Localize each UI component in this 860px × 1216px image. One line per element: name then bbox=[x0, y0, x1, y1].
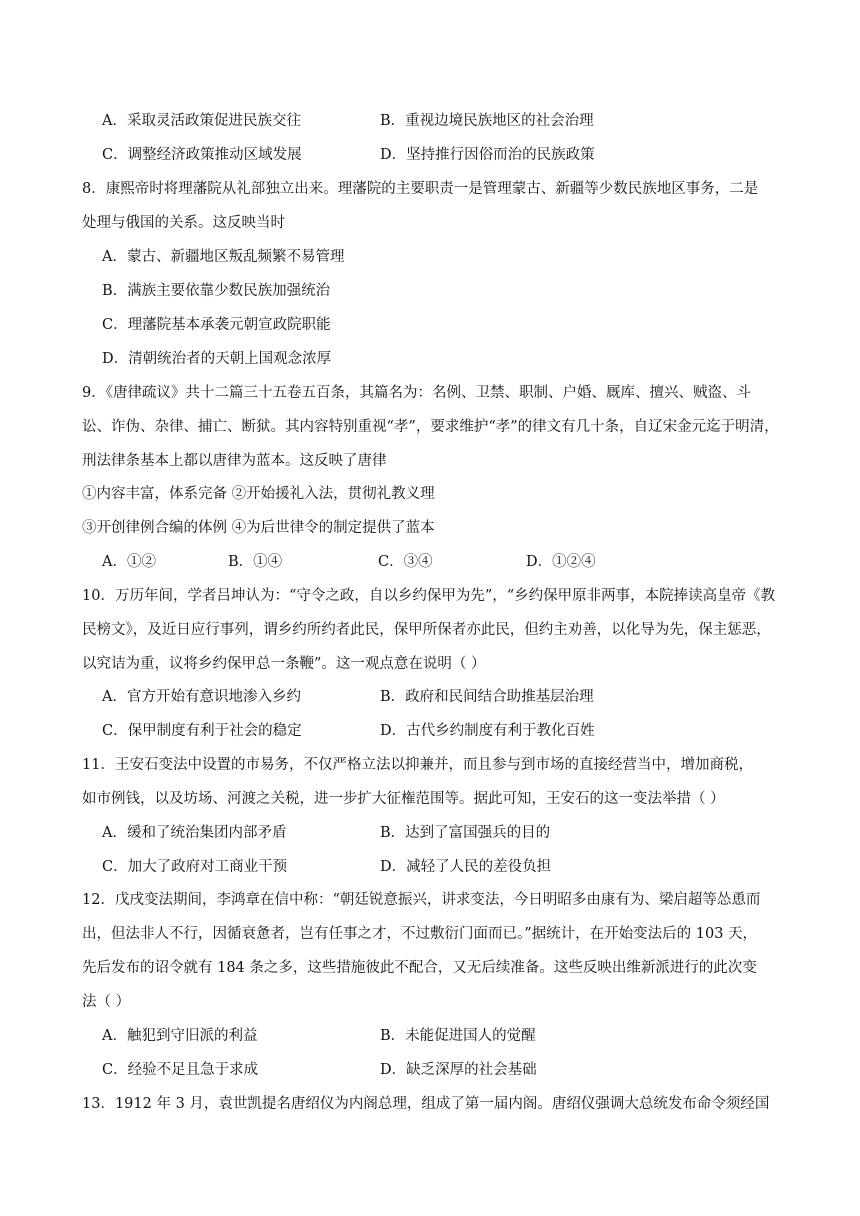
q9-option-c[interactable]: C．③④ bbox=[378, 554, 433, 570]
q10-option-c[interactable]: C．保甲制度有利于社会的稳定 bbox=[102, 723, 302, 739]
q12-option-b[interactable]: B．未能促进国人的觉醒 bbox=[380, 1028, 536, 1044]
q10-option-b[interactable]: B．政府和民间结合助推基层治理 bbox=[380, 689, 594, 705]
q8-option-c[interactable]: C．理藩院基本承袭元朝宣政院职能 bbox=[102, 317, 331, 333]
q7-option-b[interactable]: B．重视边境民族地区的社会治理 bbox=[380, 113, 594, 129]
q11-option-d[interactable]: D．减轻了人民的差役负担 bbox=[380, 859, 552, 875]
q9-option-a[interactable]: A．①② bbox=[102, 554, 156, 570]
q10-stem-line-3: 以究诘为重，议将乡约保甲总一条鞭”。这一观点意在说明（ ） bbox=[82, 656, 486, 672]
q9-stem-line-1: 9．《唐律疏议》共十二篇三十五卷五百条，其篇名为：名例、卫禁、职制、户婚、厩库、擅兴、贼盗、斗 bbox=[82, 385, 751, 401]
q13-stem-line-1: 13．1912 年 3 月，袁世凯提名唐绍仪为内阁总理，组成了第一届内阁。唐绍仪强调大总统发布命令须经国 bbox=[82, 1096, 770, 1112]
q12-stem-line-4: 法（ ） bbox=[82, 994, 131, 1010]
q12-option-c[interactable]: C．经验不足且急于求成 bbox=[102, 1062, 259, 1078]
q9-option-b[interactable]: B．①④ bbox=[228, 554, 283, 570]
q11-stem-line-2: 如市例钱，以及坊场、河渡之关税，进一步扩大征権范围等。据此可知，王安石的这一变法举措（ ） bbox=[82, 791, 725, 807]
q9-option-d[interactable]: D．①②④ bbox=[526, 554, 596, 570]
q10-option-d[interactable]: D．古代乡约制度有利于教化百姓 bbox=[380, 723, 595, 739]
q8-stem-line-1: 8．康熙帝时将理藩院从礼部独立出来。理藩院的主要职责一是管理蒙古、新疆等少数民族地区事务，二是 bbox=[82, 181, 759, 197]
q12-option-a[interactable]: A．触犯到守旧派的利益 bbox=[102, 1028, 258, 1044]
q12-stem-line-3: 先后发布的诏令就有 184 条之多，这些措施彼此不配合，又无后续准备。这些反映出维新派进行的此次变 bbox=[82, 960, 757, 976]
q9-item-line-2: ③开创律例合编的体例 ④为后世律令的制定提供了蓝本 bbox=[82, 520, 435, 536]
q12-stem-line-1: 12．戊戌变法期间，李鸿章在信中称：“朝廷锐意振兴，讲求变法，今日明昭多由康有为、梁启超等怂恿而 bbox=[82, 892, 761, 908]
q8-option-d[interactable]: D．清朝统治者的天朝上国观念浓厚 bbox=[102, 351, 332, 367]
q9-item-line-1: ①内容丰富，体系完备 ②开始援礼入法，贯彻礼教义理 bbox=[82, 486, 435, 502]
q7-option-d[interactable]: D．坚持推行因俗而治的民族政策 bbox=[380, 147, 595, 163]
q11-option-c[interactable]: C．加大了政府对工商业干预 bbox=[102, 859, 288, 875]
q9-stem-line-3: 刑法律条基本上都以唐律为蓝本。这反映了唐律 bbox=[82, 453, 387, 469]
q8-stem-line-2: 处理与俄国的关系。这反映当时 bbox=[82, 215, 285, 231]
q11-option-a[interactable]: A．缓和了统治集团内部矛盾 bbox=[102, 825, 287, 841]
q8-option-b[interactable]: B．满族主要依靠少数民族加强统治 bbox=[102, 283, 331, 299]
q7-option-a[interactable]: A．采取灵活政策促进民族交往 bbox=[102, 113, 301, 129]
q10-option-a[interactable]: A．官方开始有意识地渗入乡约 bbox=[102, 689, 301, 705]
q8-option-a[interactable]: A．蒙古、新疆地区叛乱频繁不易管理 bbox=[102, 249, 345, 265]
q11-option-b[interactable]: B．达到了富国强兵的目的 bbox=[380, 825, 551, 841]
q9-stem-line-2: 讼、诈伪、杂律、捕亡、断狱。其内容特别重视“孝”，要求维护“孝”的律文有几十条，自辽宋金元迄于明清， bbox=[82, 419, 779, 435]
q12-stem-line-2: 出，但法非人不行，因循衰惫者，岂有任事之才，不过敷衍门面而已。”据统计，在开始变法后的 103 天， bbox=[82, 926, 758, 942]
q10-stem-line-2: 民榜文》，及近日应行事列，谓乡约所约者此民，保甲所保者亦此民，但约主劝善，以化导为先，保主惩恶， bbox=[82, 622, 771, 638]
q7-option-c[interactable]: C．调整经济政策推动区域发展 bbox=[102, 147, 302, 163]
q12-option-d[interactable]: D．缺乏深厚的社会基础 bbox=[380, 1062, 537, 1078]
q10-stem-line-1: 10．万历年间，学者吕坤认为：“守令之政，自以乡约保甲为先”，“乡约保甲原非两事，本院捧读高皇帝《教 bbox=[82, 588, 776, 604]
q11-stem-line-1: 11．王安石变法中设置的市易务，不仅严格立法以抑兼并，而且参与到市场的直接经营当中，增加商税， bbox=[82, 757, 753, 773]
